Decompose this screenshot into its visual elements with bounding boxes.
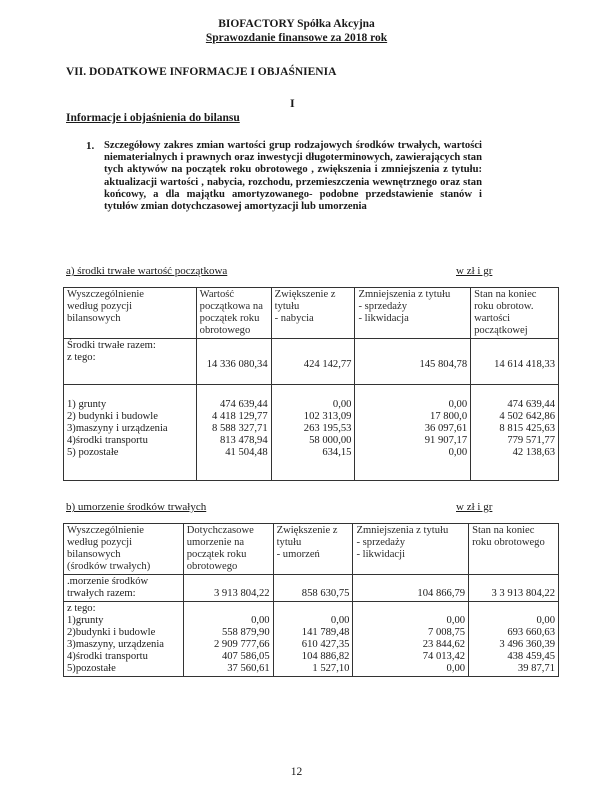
table-b-header-col5: Stan na koniec roku obrotowego (469, 524, 559, 575)
table-b-cell: 558 879,90 (221, 627, 270, 638)
table-b-cell: 74 013,42 (422, 651, 466, 662)
table-b-cell: 0,00 (536, 615, 555, 626)
table-a-cell: 0,00 (448, 447, 468, 458)
table-a-header-col4: Zmniejszenia z tytułu - sprzedaży - likwidacja (355, 288, 471, 339)
table-b-row-label: 4)środki transportu (67, 651, 148, 662)
table-b-rows (64, 602, 559, 677)
table-b-cell: 39 87,71 (517, 663, 555, 674)
page-number: 12 (290, 766, 303, 778)
table-b-col-values (273, 602, 353, 677)
table-a-cell: 263 195,53 (303, 423, 352, 434)
table-a-cell: 4 502 642,86 (499, 411, 555, 422)
table-a-cell: 42 138,63 (512, 447, 555, 458)
table-b-cell: 23 844,62 (422, 639, 466, 650)
table-a-total-cell: 424 142,77 (271, 339, 355, 385)
table-b-cell: 438 459,45 (507, 651, 555, 662)
table-b (63, 523, 559, 677)
table-b-row-label: 5)pozostałe (67, 663, 116, 674)
report-title: Sprawozdanie finansowe za 2018 rok (205, 32, 388, 44)
table-a-cell: 474 639,44 (219, 399, 268, 410)
table-b-cell: 610 427,35 (301, 639, 350, 650)
table-b-row-label: 2)budynki i budowle (67, 627, 156, 638)
table-a (63, 287, 559, 481)
table-a-total-cell: 14 336 080,34 (196, 339, 271, 385)
table-b-total-label: .morzenie środków trwałych razem: (64, 575, 184, 602)
table-b-col-values (469, 602, 559, 677)
point-text: Szczegółowy zakres zmian wartości grup rodzajowych środków trwałych, wartości niematerialnych i prawnych oraz inwestycji długoterminowych, zawierających stan tych aktywów na początek roku obrotowego , zwiększenia i zmniejszenia z tytułu: aktualizacji wartości , nabycia, rozchodu, przemieszczenia wewnętrznego oraz stan końcowy, a dla majątku amortyzowanego- podobne przedstawienie stanów i tytułów zmian dotychczasowej amortyzacji lub umorzenia (104, 140, 482, 213)
table-b-cell: 3 496 360,39 (499, 639, 555, 650)
table-b-cell: 104 886,82 (301, 651, 350, 662)
table-a-total-cell: 145 804,78 (355, 339, 471, 385)
table-a-label: a) środki trwałe wartość początkowa (66, 265, 228, 277)
table-b-cell: 37 560,61 (227, 663, 270, 674)
table-b-cell: 141 789,48 (301, 627, 350, 638)
table-b-cell: 1 527,10 (312, 663, 350, 674)
table-a-cell: 779 571,77 (507, 435, 555, 446)
table-b-cell: 0,00 (251, 615, 270, 626)
table-b-total-row (64, 575, 559, 602)
table-a-cell: 0,00 (332, 399, 352, 410)
table-a-unit: w zł i gr (456, 265, 493, 277)
company-name: BIOFACTORY Spółka Akcyjna (218, 18, 375, 30)
table-b-cell: 693 660,63 (507, 627, 555, 638)
table-a-total-cell: 14 614 418,33 (471, 339, 559, 385)
table-b-row-label: 1)grunty (67, 615, 104, 626)
table-b-header-col2: Dotychczasowe umorzenie na początek roku obrotowego (183, 524, 273, 575)
table-a-header-col1: Wyszczególnienie według pozycji bilansowych (64, 288, 197, 339)
table-a-cell: 36 097,61 (424, 423, 468, 434)
table-a-cell: 58 000,00 (309, 435, 352, 446)
table-b-header-row (64, 524, 559, 575)
table-b-subhead: z tego: (67, 603, 96, 614)
table-b-label: b) umorzenie środków trwałych (66, 501, 207, 513)
table-b-row-label: 3)maszyny, urządzenia (67, 639, 164, 650)
table-b-cell: 7 008,75 (428, 627, 466, 638)
table-a-row-label: 3)maszyny i urządzenia (67, 423, 168, 434)
table-a-header-col2: Wartość początkowa na początek roku obrotowego (196, 288, 271, 339)
table-a-rows (64, 385, 559, 481)
table-b-cell: 2 909 777,66 (213, 639, 270, 650)
point-number: 1. (86, 140, 95, 152)
table-a-cell: 102 313,09 (303, 411, 352, 422)
table-b-cell: 407 586,05 (221, 651, 270, 662)
table-b-col-values (183, 602, 273, 677)
table-a-header-col5: Stan na koniec roku obrotow. wartości początkowej (471, 288, 559, 339)
table-a-header-row (64, 288, 559, 339)
table-a-cell: 4 418 129,77 (212, 411, 268, 422)
table-a-total-row (64, 339, 559, 385)
table-a-total-label: Środki trwałe razem: z tego: (64, 339, 197, 385)
table-a-cell: 0,00 (448, 399, 468, 410)
table-a-row-labels (64, 385, 197, 481)
table-b-header-col1: Wyszczególnienie według pozycji bilansowych (środków trwałych) (64, 524, 184, 575)
subsection-title: Informacje i objaśnienia do bilansu (66, 112, 240, 124)
table-a-row-label: 1) grunty (67, 399, 107, 410)
table-a-row-label: 4)środki transportu (67, 435, 148, 446)
table-a-row-label: 2) budynki i budowle (67, 411, 158, 422)
table-b-total-cell: 104 866,79 (353, 575, 469, 602)
table-b-cell: 0,00 (446, 663, 466, 674)
table-a-col-values (355, 385, 471, 481)
table-a-cell: 91 907,17 (424, 435, 468, 446)
table-b-cell: 0,00 (330, 615, 350, 626)
table-b-total-cell: 3 913 804,22 (183, 575, 273, 602)
table-b-total-cell: 858 630,75 (273, 575, 353, 602)
table-a-cell: 17 800,0 (430, 411, 468, 422)
table-b-col-values (353, 602, 469, 677)
table-a-cell: 813 478,94 (219, 435, 268, 446)
table-a-row-label: 5) pozostałe (67, 447, 119, 458)
table-a-cell: 634,15 (322, 447, 352, 458)
table-a-header-col3: Zwiększenie z tytułu - nabycia (271, 288, 355, 339)
table-a-cell: 474 639,44 (507, 399, 555, 410)
table-b-total-cell: 3 3 913 804,22 (469, 575, 559, 602)
roman-numeral: I (290, 96, 295, 110)
table-a-col-values (471, 385, 559, 481)
table-b-header-col3: Zwiększenie z tytułu - umorzeń (273, 524, 353, 575)
table-b-unit: w zł i gr (456, 501, 493, 513)
table-a-col-values (271, 385, 355, 481)
table-b-cell: 0,00 (446, 615, 466, 626)
table-a-cell: 8 588 327,71 (212, 423, 268, 434)
table-b-row-labels (64, 602, 184, 677)
table-a-col-values (196, 385, 271, 481)
table-a-cell: 41 504,48 (225, 447, 268, 458)
section-title: VII. DODATKOWE INFORMACJE I OBJAŚNIENIA (66, 66, 337, 78)
table-b-header-col4: Zmniejszenia z tytułu - sprzedaży - likwidacji (353, 524, 469, 575)
table-a-cell: 8 815 425,63 (499, 423, 555, 434)
